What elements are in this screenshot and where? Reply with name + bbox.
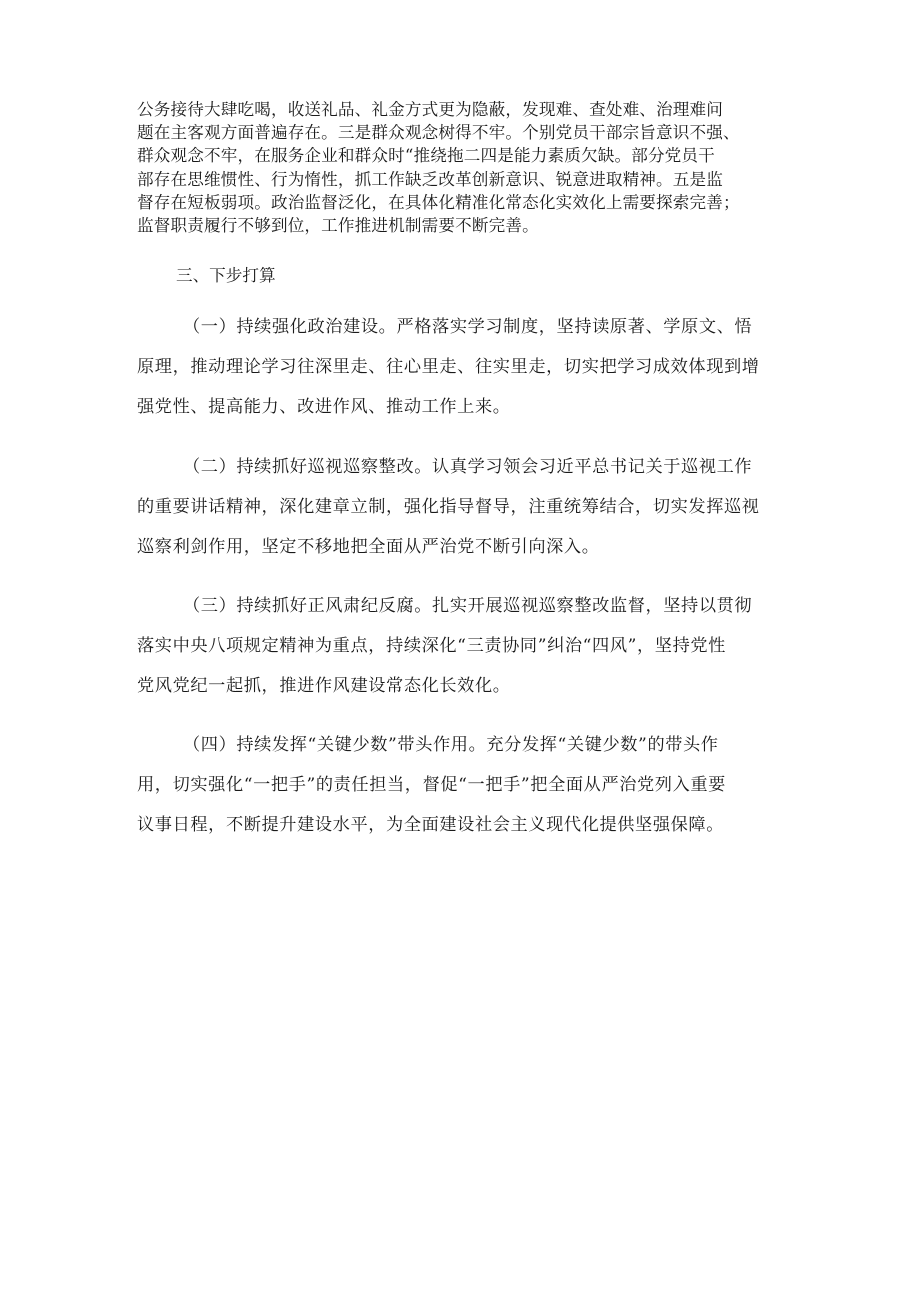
paragraph-line: （四）持续发挥“关键少数”带头作用。充分发挥“关键少数”的带头作: [183, 735, 719, 755]
paragraph-line: 议事日程，不断提升建设水平，为全面建设社会主义现代化提供坚强保障。: [137, 815, 724, 835]
plan-paragraph-2: [137, 447, 793, 567]
intro-line: 公务接待大肆吃喝，收送礼品、礼金方式更为隐蔽，发现难、查处难、治理难问: [137, 100, 724, 119]
paragraph-line: （一）持续强化政治建设。严格落实学习制度，坚持读原著、学原文、悟: [183, 317, 753, 337]
intro-line: 题在主客观方面普遍存在。三是群众观念树得不牢。个别党员干部宗旨意识不强、: [137, 123, 740, 143]
intro-line: 督存在短板弱项。政治监督泛化，在具体化精准化常态化实效化上需要探索完善；: [137, 192, 740, 212]
paragraph-line: （三）持续抓好正风肃纪反腐。扎实开展巡视巡察整改监督，坚持以贯彻: [183, 596, 753, 616]
intro-line: 监督职责履行不够到位，工作推进机制需要不断完善。: [137, 216, 539, 236]
paragraph-line: 的重要讲话精神，深化建章立制，强化指导督导，注重统筹结合，切实发挥巡视: [137, 497, 760, 517]
paragraph-line: 落实中央八项规定精神为重点，持续深化“三责协同”纠治“四风”，坚持党性: [137, 636, 726, 656]
intro-paragraph: [137, 98, 787, 237]
paragraph-line: 原理，推动理论学习往深里走、往心里走、往实里走，切实把学习成效体现到增: [137, 357, 760, 377]
plan-paragraph-1: [137, 307, 793, 427]
paragraph-line: （二）持续抓好巡视巡察整改。认真学习领会习近平总书记关于巡视工作: [183, 457, 753, 477]
plan-paragraph-4: [137, 725, 793, 845]
section-heading: 三、下步打算: [176, 266, 276, 285]
intro-line: 群众观念不牢，在服务企业和群众时“推绕拖二四是能力素质欠缺。部分党员干: [137, 146, 715, 166]
paragraph-line: 用，切实强化“一把手”的责任担当，督促“一把手”把全面从严治党列入重要: [137, 775, 726, 795]
intro-line: 部存在思维惯性、行为惰性，抓工作缺乏改革创新意识、锐意进取精神。五是监: [137, 169, 724, 189]
paragraph-line: 强党性、提高能力、改进作风、推动工作上来。: [137, 397, 511, 417]
paragraph-line: 党风党纪一起抓，推进作风建设常态化长效化。: [137, 676, 511, 696]
paragraph-line: 巡察利剑作用，坚定不移地把全面从严治党不断引向深入。: [137, 537, 600, 557]
plan-paragraph-3: [137, 586, 793, 706]
